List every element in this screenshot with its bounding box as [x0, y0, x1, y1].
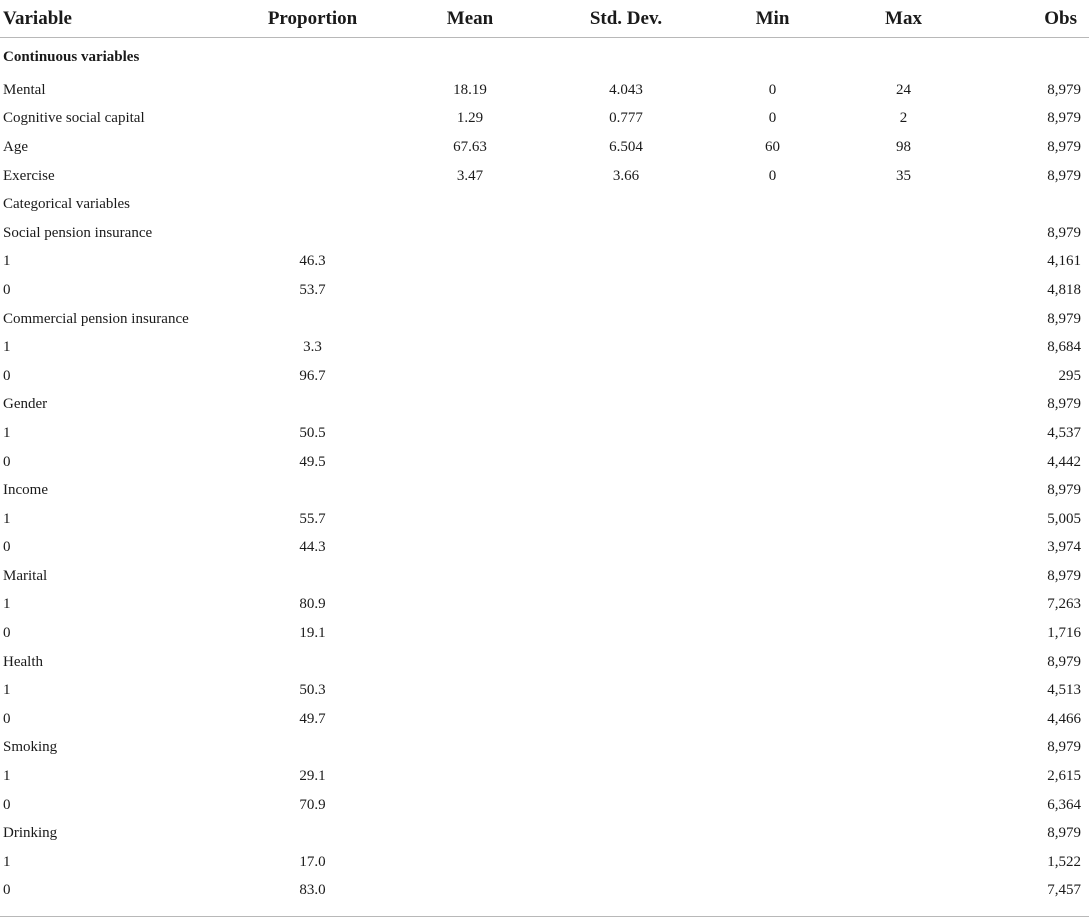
cell-obs: 295 [1058, 367, 1081, 384]
table-row [0, 676, 1089, 705]
cell-mean: 67.63 [453, 138, 487, 155]
cell-max: 35 [896, 167, 911, 184]
cell-mean [395, 619, 545, 648]
cell-std-dev [545, 276, 707, 305]
cell-std-dev [545, 190, 707, 219]
table-row [0, 505, 1089, 534]
cell-variable: 0 [3, 367, 11, 384]
table-row [0, 276, 1089, 305]
cell-min [707, 648, 838, 677]
cell-variable: Income [3, 482, 48, 499]
cell-proportion [230, 391, 395, 420]
cell-min [707, 362, 838, 391]
cell-obs: 1,522 [1047, 853, 1081, 870]
cell-min [707, 248, 838, 277]
cell-proportion: 3.3 [303, 339, 322, 356]
cell-min [707, 619, 838, 648]
cell-mean [395, 648, 545, 677]
cell-max [838, 190, 969, 219]
cell-proportion: 29.1 [299, 768, 326, 785]
cell-mean [395, 448, 545, 477]
cell-min: 0 [768, 110, 777, 127]
cell-obs: 8,979 [1047, 110, 1081, 127]
cell-proportion: 44.3 [299, 539, 326, 556]
header-min: Min [707, 0, 838, 38]
cell-std-dev [545, 333, 707, 362]
cell-proportion: 17.0 [299, 853, 326, 870]
cell-max [838, 476, 969, 505]
cell-min [707, 419, 838, 448]
cell-min [707, 819, 838, 848]
cell-min [707, 219, 838, 248]
cell-obs: 3,974 [1047, 539, 1081, 556]
cell-obs: 8,979 [1047, 310, 1081, 327]
cell-min [707, 591, 838, 620]
cell-max [838, 419, 969, 448]
cell-std-dev [545, 362, 707, 391]
cell-proportion [230, 305, 395, 334]
cell-variable: Exercise [3, 167, 55, 184]
table-row [0, 133, 1089, 162]
cell-max [838, 562, 969, 591]
cell-std-dev [545, 734, 707, 763]
cell-max [838, 448, 969, 477]
cell-std-dev [545, 848, 707, 877]
cell-min: 60 [765, 138, 780, 155]
cell-max [838, 791, 969, 820]
table-row [0, 705, 1089, 734]
cell-proportion: 55.7 [299, 510, 326, 527]
cell-variable: 1 [3, 768, 11, 785]
cell-min [707, 505, 838, 534]
cell-proportion: 70.9 [299, 796, 326, 813]
table-body [0, 38, 1089, 906]
cell-proportion: 49.5 [299, 453, 326, 470]
cell-std-dev: 0.777 [609, 110, 643, 127]
header-std-dev: Std. Dev. [545, 0, 707, 38]
cell-obs: 4,513 [1047, 682, 1081, 699]
cell-variable: Social pension insurance [3, 224, 153, 241]
cell-min [707, 38, 838, 77]
cell-mean [395, 591, 545, 620]
cell-min [707, 305, 838, 334]
cell-mean [395, 305, 545, 334]
cell-min [707, 562, 838, 591]
cell-max [838, 591, 969, 620]
cell-std-dev [545, 505, 707, 534]
cell-mean [395, 762, 545, 791]
cell-variable: Health [3, 653, 43, 670]
cell-max [838, 362, 969, 391]
cell-std-dev [545, 476, 707, 505]
cell-obs: 8,979 [1047, 224, 1081, 241]
cell-mean [395, 877, 545, 906]
cell-max [838, 38, 969, 77]
cell-mean [395, 534, 545, 563]
cell-min [707, 276, 838, 305]
cell-std-dev [545, 877, 707, 906]
cell-min [707, 448, 838, 477]
cell-mean [395, 791, 545, 820]
table-row [0, 591, 1089, 620]
cell-proportion: 46.3 [299, 253, 326, 270]
cell-max [838, 276, 969, 305]
cell-std-dev [545, 448, 707, 477]
cell-mean [395, 705, 545, 734]
cell-proportion [230, 476, 395, 505]
cell-obs: 8,979 [1047, 482, 1081, 499]
cell-proportion [230, 648, 395, 677]
table-row [0, 819, 1089, 848]
cell-proportion: 83.0 [299, 882, 326, 899]
table-row [0, 76, 1089, 105]
cell-variable: 0 [3, 796, 11, 813]
cell-mean [395, 562, 545, 591]
cell-variable: 1 [3, 253, 11, 270]
cell-max: 24 [896, 81, 911, 98]
cell-mean [395, 476, 545, 505]
cell-std-dev [545, 819, 707, 848]
table-row [0, 162, 1089, 191]
cell-obs [969, 190, 1089, 219]
cell-mean [395, 848, 545, 877]
cell-obs: 8,979 [1047, 739, 1081, 756]
cell-variable: Commercial pension insurance [3, 310, 189, 327]
cell-mean [395, 219, 545, 248]
cell-mean [395, 419, 545, 448]
cell-min [707, 190, 838, 219]
cell-proportion [230, 133, 395, 162]
cell-obs [969, 38, 1089, 77]
cell-obs: 4,442 [1047, 453, 1081, 470]
cell-max [838, 219, 969, 248]
cell-mean [395, 819, 545, 848]
cell-max: 98 [896, 138, 911, 155]
cell-std-dev [545, 591, 707, 620]
cell-variable: Categorical variables [3, 196, 131, 213]
cell-mean: 3.47 [456, 167, 484, 184]
cell-proportion [230, 562, 395, 591]
header-mean: Mean [395, 0, 545, 38]
cell-variable: Drinking [3, 825, 58, 842]
cell-variable: Age [3, 138, 28, 155]
table-row [0, 448, 1089, 477]
cell-min [707, 333, 838, 362]
cell-variable: Cognitive social capital [3, 110, 145, 127]
table-bottom-rule [0, 916, 1089, 917]
cell-min [707, 476, 838, 505]
cell-min: 0 [768, 81, 777, 98]
cell-max [838, 333, 969, 362]
cell-min [707, 391, 838, 420]
cell-mean [395, 391, 545, 420]
cell-variable: 1 [3, 853, 11, 870]
table-row [0, 476, 1089, 505]
cell-obs: 4,466 [1047, 710, 1081, 727]
cell-mean [395, 248, 545, 277]
cell-min [707, 791, 838, 820]
table-row [0, 419, 1089, 448]
cell-max [838, 648, 969, 677]
cell-mean [395, 734, 545, 763]
cell-max [838, 619, 969, 648]
cell-mean [395, 190, 545, 219]
cell-proportion: 80.9 [299, 596, 326, 613]
table-row [0, 848, 1089, 877]
table-row [0, 105, 1089, 134]
cell-min [707, 676, 838, 705]
cell-mean [395, 276, 545, 305]
cell-proportion: 50.5 [299, 424, 326, 441]
cell-std-dev [545, 705, 707, 734]
cell-proportion: 53.7 [299, 281, 326, 298]
cell-mean: 1.29 [456, 110, 484, 127]
cell-variable: 0 [3, 710, 11, 727]
cell-std-dev [545, 562, 707, 591]
cell-std-dev [545, 676, 707, 705]
cell-mean: 18.19 [453, 81, 487, 98]
cell-max [838, 676, 969, 705]
table-row [0, 762, 1089, 791]
cell-std-dev [545, 305, 707, 334]
cell-max [838, 534, 969, 563]
cell-obs: 7,457 [1047, 882, 1081, 899]
cell-max [838, 762, 969, 791]
cell-min [707, 877, 838, 906]
cell-max [838, 848, 969, 877]
cell-obs: 8,979 [1047, 81, 1081, 98]
cell-obs: 6,364 [1047, 796, 1081, 813]
cell-min [707, 762, 838, 791]
cell-std-dev: 3.66 [612, 167, 640, 184]
table-row [0, 305, 1089, 334]
cell-std-dev [545, 419, 707, 448]
cell-std-dev [545, 391, 707, 420]
cell-variable: Marital [3, 567, 48, 584]
cell-mean [395, 333, 545, 362]
cell-std-dev [545, 762, 707, 791]
table-row [0, 562, 1089, 591]
cell-variable: 0 [3, 539, 11, 556]
cell-obs: 8,979 [1047, 138, 1081, 155]
header-max: Max [838, 0, 969, 38]
table-row [0, 391, 1089, 420]
cell-variable: Mental [3, 81, 46, 98]
table-row [0, 38, 1089, 77]
table-row [0, 219, 1089, 248]
cell-mean [395, 505, 545, 534]
cell-obs: 8,979 [1047, 825, 1081, 842]
table-row [0, 734, 1089, 763]
cell-obs: 4,537 [1047, 424, 1081, 441]
cell-variable: 1 [3, 510, 11, 527]
cell-std-dev [545, 791, 707, 820]
cell-obs: 4,818 [1047, 281, 1081, 298]
cell-obs: 8,684 [1047, 339, 1081, 356]
cell-std-dev [545, 248, 707, 277]
cell-variable: Continuous variables [3, 48, 140, 65]
cell-proportion: 19.1 [299, 625, 326, 642]
cell-std-dev [545, 38, 707, 77]
cell-max [838, 305, 969, 334]
cell-obs: 1,716 [1047, 625, 1081, 642]
cell-proportion [230, 105, 395, 134]
cell-variable: 0 [3, 882, 11, 899]
cell-max [838, 734, 969, 763]
cell-std-dev [545, 534, 707, 563]
cell-max [838, 248, 969, 277]
cell-proportion [230, 190, 395, 219]
cell-min [707, 534, 838, 563]
header-row [0, 0, 1089, 38]
cell-proportion [230, 38, 395, 77]
cell-obs: 4,161 [1047, 253, 1081, 270]
cell-variable: 1 [3, 339, 11, 356]
table-row [0, 333, 1089, 362]
cell-proportion: 50.3 [299, 682, 326, 699]
cell-variable: Smoking [3, 739, 58, 756]
cell-obs: 7,263 [1047, 596, 1081, 613]
cell-max [838, 391, 969, 420]
cell-variable: 1 [3, 682, 11, 699]
cell-obs: 8,979 [1047, 653, 1081, 670]
cell-min [707, 705, 838, 734]
table-row [0, 791, 1089, 820]
cell-obs: 8,979 [1047, 167, 1081, 184]
cell-proportion [230, 734, 395, 763]
cell-min [707, 734, 838, 763]
cell-proportion [230, 219, 395, 248]
cell-max: 2 [899, 110, 908, 127]
table-row [0, 362, 1089, 391]
cell-variable: 1 [3, 596, 11, 613]
table-row [0, 190, 1089, 219]
cell-proportion: 96.7 [299, 367, 326, 384]
cell-mean [395, 676, 545, 705]
cell-max [838, 705, 969, 734]
cell-obs: 8,979 [1047, 396, 1081, 413]
cell-std-dev: 4.043 [609, 81, 643, 98]
table-row [0, 619, 1089, 648]
cell-variable: 0 [3, 281, 11, 298]
cell-mean [395, 362, 545, 391]
cell-std-dev [545, 648, 707, 677]
cell-max [838, 877, 969, 906]
cell-obs: 5,005 [1047, 510, 1081, 527]
cell-std-dev: 6.504 [609, 138, 643, 155]
cell-proportion [230, 76, 395, 105]
table-header [0, 0, 1089, 38]
cell-max [838, 505, 969, 534]
header-obs: Obs [969, 0, 1089, 38]
cell-min: 0 [768, 167, 777, 184]
cell-std-dev [545, 619, 707, 648]
cell-proportion: 49.7 [299, 710, 326, 727]
cell-std-dev [545, 219, 707, 248]
cell-variable: Gender [3, 396, 48, 413]
cell-mean [395, 38, 545, 77]
cell-max [838, 819, 969, 848]
table-row [0, 248, 1089, 277]
cell-variable: 0 [3, 625, 11, 642]
cell-proportion [230, 819, 395, 848]
table-row [0, 534, 1089, 563]
table-row [0, 877, 1089, 906]
cell-obs: 8,979 [1047, 567, 1081, 584]
cell-min [707, 848, 838, 877]
header-proportion: Proportion [230, 0, 395, 38]
table-row [0, 648, 1089, 677]
cell-obs: 2,615 [1047, 768, 1081, 785]
header-variable: Variable [0, 0, 230, 38]
cell-proportion [230, 162, 395, 191]
cell-variable: 0 [3, 453, 11, 470]
cell-variable: 1 [3, 424, 11, 441]
